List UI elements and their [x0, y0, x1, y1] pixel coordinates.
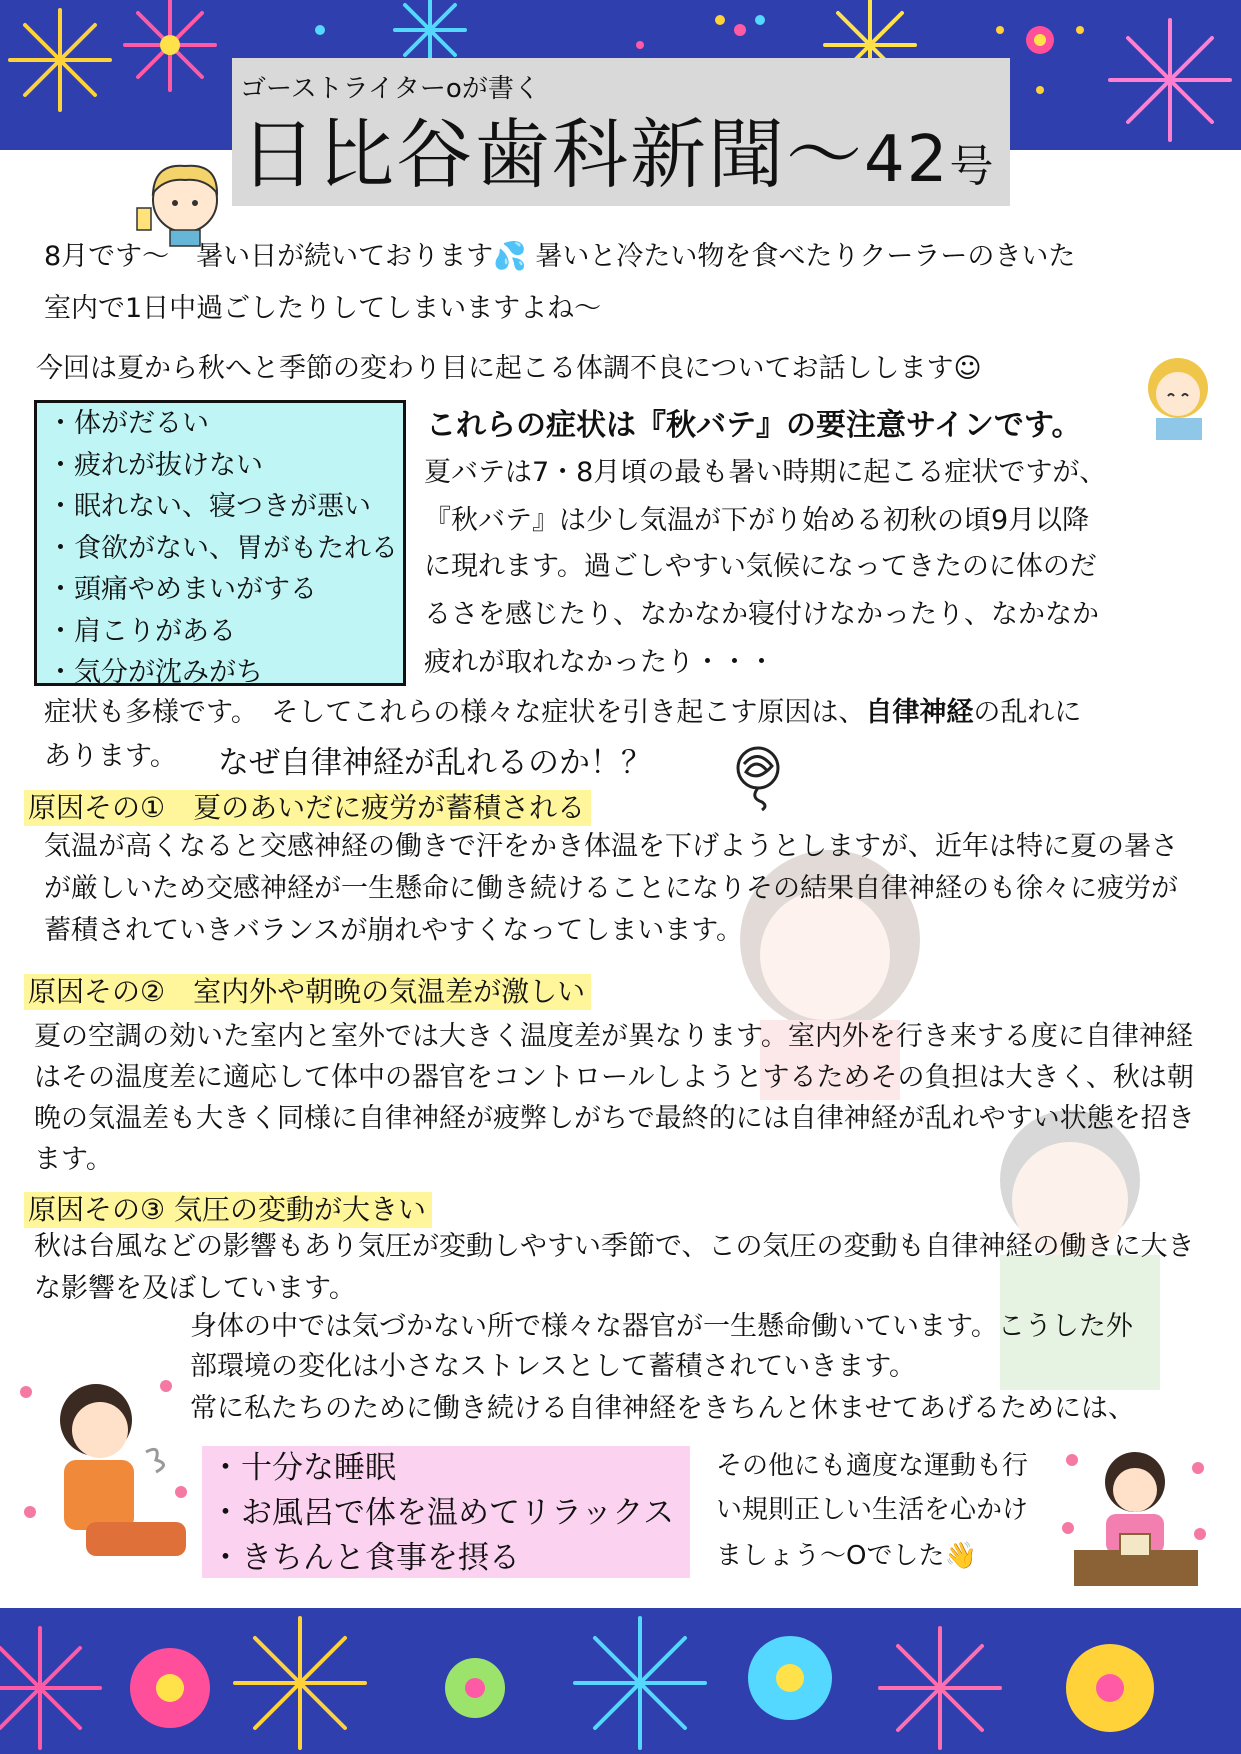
why-question: なぜ自律神経が乱れるのか！？: [218, 745, 652, 781]
cause-2-line: 夏の空調の効いた室内と室外では大きく温度差が異なります。室内外を行き来する度に自律神経: [34, 1021, 1193, 1052]
closing-line: 常に私たちのために働き続ける自律神経をきちんと休ませてあげるためには、: [190, 1393, 1135, 1424]
tip-item: ・十分な睡眠: [210, 1450, 396, 1486]
tips-box: [202, 1446, 690, 1578]
newsletter-title: [240, 110, 995, 212]
issue-number: 42: [864, 123, 950, 197]
mascot-illustration: [125, 158, 235, 248]
cause-2-title: 原因その② 室内外や朝晩の気温差が激しい: [24, 974, 591, 1010]
tip-item: ・お風呂で体を温めてリラックス: [210, 1495, 675, 1531]
cause-3-line: 秋は台風などの影響もあり気圧が変動しやすい季節で、この気圧の変動も自律神経の働きに大き: [34, 1231, 1195, 1262]
cause-intro-line-2: あります。: [44, 741, 177, 772]
autumn-fatigue-line: るさを感じたり、なかなか寝付けなかったり、なかなか: [424, 599, 1099, 630]
tangled-thought-icon: [728, 742, 790, 812]
intro-line-2: 室内で1日中過ごしたりしてしまいますよね～: [44, 293, 602, 324]
symptom-item: ・頭痛やめまいがする: [47, 574, 317, 605]
autumn-fatigue-line: 夏バテは7・8月頃の最も暑い時期に起こる症状ですが、: [424, 457, 1107, 488]
symptom-item: ・気分が沈みがち: [47, 657, 263, 688]
cause-2-line: はその温度差に適応して体中の器官をコントロールしようとするためその負担は大きく、秋は朝: [34, 1062, 1194, 1093]
issue-suffix: 号: [949, 141, 996, 192]
cause-3-title: 原因その③ 気圧の変動が大きい: [24, 1192, 432, 1228]
side-note-line: その他にも適度な運動も行: [716, 1451, 1029, 1481]
autumn-fatigue-line: 『秋バテ』は少し気温が下がり始める初秋の頃9月以降: [424, 505, 1090, 536]
cause-1-line: 気温が高くなると交感神経の働きで汗をかき体温を下げようとしますが、近年は特に夏の暑さ: [44, 831, 1178, 862]
intro-line-3: 今回は夏から秋へと季節の変わり目に起こる体調不良についてお話しします☺: [36, 353, 982, 384]
newsletter-subtitle: ゴーストライターoが書く: [240, 74, 540, 104]
symptom-item: ・食欲がない、胃がもたれる: [47, 532, 398, 564]
bottom-fireworks-band: [0, 1608, 1241, 1754]
autonomic-nerve-emphasis: 自律神経: [865, 697, 974, 728]
aroma-relax-woman-illustration: [1060, 1438, 1210, 1590]
fireworks-illustration: [0, 1608, 1241, 1754]
symptom-item: ・眠れない、寝つきが悪い: [47, 491, 371, 522]
autumn-fatigue-line: 疲れが取れなかったり・・・: [424, 647, 775, 678]
autumn-fatigue-heading: これらの症状は『秋バテ』の要注意サインです。: [426, 408, 1082, 443]
symptom-item: ・疲れが抜けない: [47, 449, 263, 481]
cause-3-line: な影響を及ぼしています。: [34, 1273, 356, 1304]
relaxing-woman-illustration: [16, 1372, 196, 1590]
symptom-item: ・肩こりがある: [47, 615, 236, 647]
side-note-line: ましょう～Oでした👋: [716, 1541, 977, 1571]
cause-1-line: 蓄積されていきバランスが崩れやすくなってしまいます。: [44, 915, 744, 946]
cause-intro-text-b: の乱れに: [973, 697, 1082, 728]
tip-item: ・きちんと食事を摂る: [210, 1540, 520, 1576]
side-note-line: い規則正しい生活を心かけ: [716, 1495, 1029, 1525]
symptom-list: [37, 403, 403, 694]
cause-2-line: 晩の気温差も大きく同様に自律神経が疲弊しがちで最終的には自律神経が乱れやすい状態を招き: [34, 1103, 1195, 1134]
symptom-item: ・体がだるい: [47, 408, 209, 439]
symptom-list-box: [34, 400, 406, 686]
cause-2-line: ます。: [34, 1144, 113, 1175]
closing-line: 部環境の変化は小さなストレスとして蓄積されていきます。: [190, 1351, 917, 1382]
title-text: 日比谷歯科新聞～: [240, 110, 864, 199]
cause-1-line: が厳しいため交感神経が一生懸命に働き続けることになりその結果自律神経のも徐々に疲労が: [44, 873, 1178, 904]
intro-line-1: 8月です～ 暑い日が続いております💦 暑いと冷たい物を食べたりクーラーのきいた: [44, 241, 1076, 272]
autumn-fatigue-line: に現れます。過ごしやすい気候になってきたのに体のだ: [424, 551, 1097, 582]
woman-pointing-illustration: [1138, 350, 1216, 440]
closing-line: 身体の中では気づかない所で様々な器官が一生懸命働いています。こうした外: [190, 1311, 1133, 1342]
cause-intro-line: [44, 692, 1081, 734]
cause-1-title: 原因その① 夏のあいだに疲労が蓄積される: [24, 790, 591, 826]
cause-intro-text-a: 症状も多様です。 そしてこれらの様々な症状を引き起こす原因は、: [44, 697, 866, 728]
tips-list: [202, 1446, 690, 1581]
